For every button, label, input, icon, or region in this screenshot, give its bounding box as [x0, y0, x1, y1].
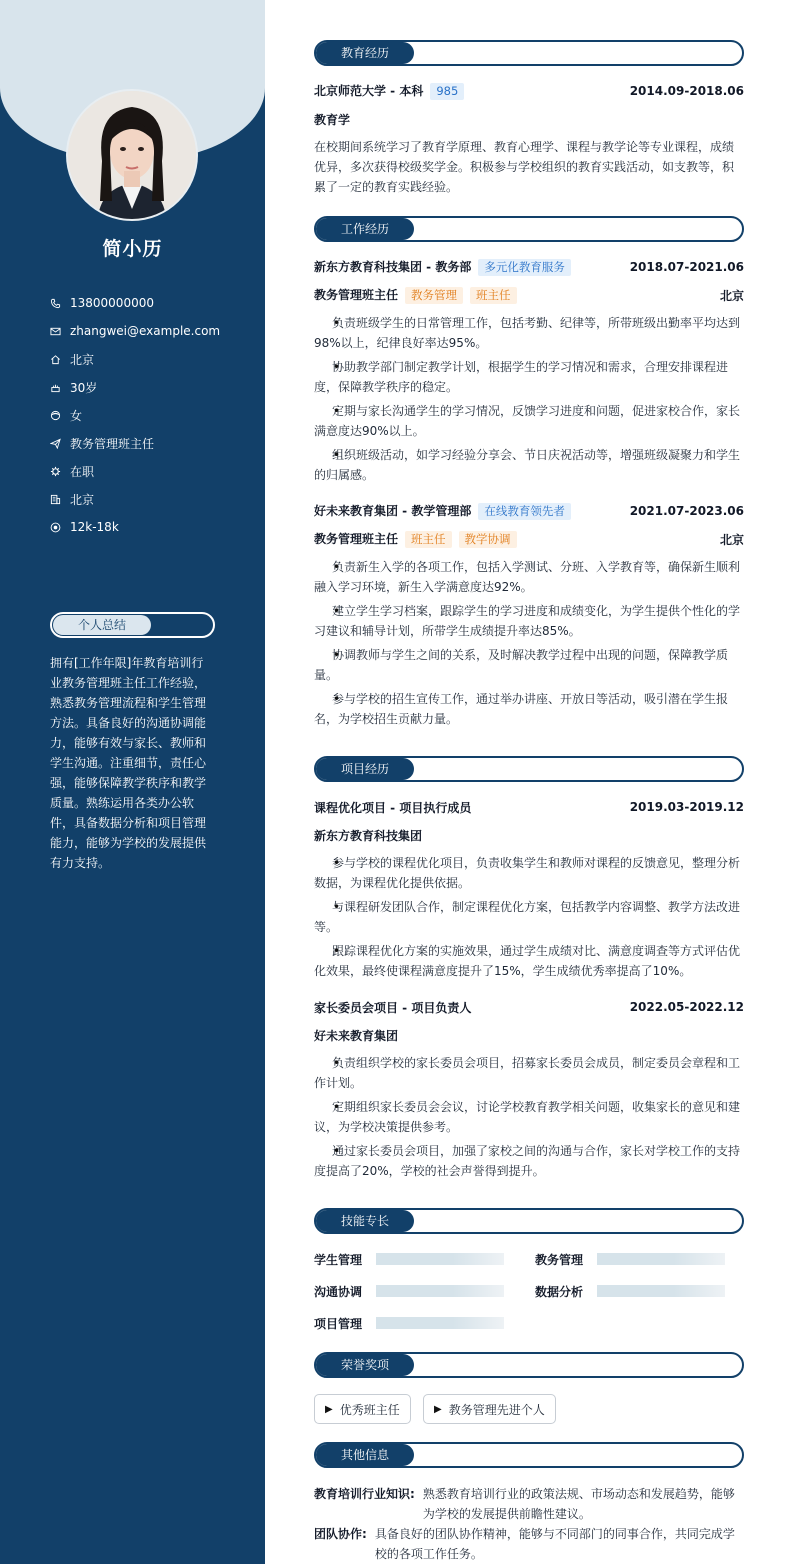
- work-date: 2018.07-2021.06: [629, 260, 744, 274]
- work-tag: 班主任: [405, 531, 452, 548]
- skill-name: 项目管理: [314, 1316, 363, 1331]
- list-item: • 协助教学部门制定教学计划，根据学生的学习情况和需求，合理安排课程进度，保障教学秩序的稳定。: [314, 357, 744, 397]
- skill-name: 教务管理: [535, 1252, 584, 1267]
- building-icon: [50, 494, 70, 505]
- skill-name: 学生管理: [314, 1252, 363, 1267]
- project-entry: [314, 797, 744, 985]
- salary-icon: [50, 522, 70, 533]
- info-location: [50, 345, 220, 373]
- summary-heading-label: 个人总结: [53, 615, 151, 635]
- education-entry: [314, 81, 744, 197]
- status-icon: [50, 466, 70, 477]
- project-entry: [314, 997, 744, 1185]
- work-date: 2021.07-2023.06: [629, 504, 744, 518]
- skill-bar: [597, 1253, 725, 1265]
- list-item: • 组织班级活动，如学习经验分享会、节日庆祝活动等，增强班级凝聚力和学生的归属感。: [314, 445, 744, 485]
- info-email-text: zhangwei@example.com: [70, 324, 221, 338]
- work-entry: [314, 501, 744, 733]
- project-org: 新东方教育科技集团: [314, 828, 423, 843]
- list-item: • 跟踪课程优化方案的实施效果，通过学生成绩对比、满意度调查等方式评估优化效果，最终使课程满意度提升了15%，学生成绩优秀率提高了10%。: [314, 941, 744, 981]
- other-value: 熟悉教育培训行业的政策法规、市场动态和发展趋势，能够为学校的发展提供前瞻性建议。: [422, 1487, 735, 1521]
- list-item: • 参与学校的课程优化项目，负责收集学生和教师对课程的反馈意见，整理分析数据，为课程优化提供依据。: [314, 853, 744, 893]
- honor-label: 优秀班主任: [339, 1402, 400, 1417]
- work-bullets: [314, 313, 744, 485]
- education-date: 2014.09-2018.06: [629, 84, 744, 98]
- list-item: • 建立学生学习档案，跟踪学生的学习进度和成绩变化，为学生提供个性化的学习建议和辅导计划，所带学生成绩提升率达85%。: [314, 601, 744, 641]
- skill-bar: [597, 1285, 725, 1297]
- list-item: • 负责新生入学的各项工作，包括入学测试、分班、入学教育等，确保新生顺利融入学习环境，新生入学满意度达92%。: [314, 557, 744, 597]
- project-org: 好未来教育集团: [314, 1028, 399, 1043]
- home-icon: [50, 354, 70, 365]
- project-bullets: [314, 1053, 744, 1181]
- projects-heading-label: 项目经历: [316, 758, 414, 780]
- info-city-text: 北京: [70, 492, 95, 507]
- work-heading-label: 工作经历: [316, 218, 414, 240]
- info-gender: [50, 401, 220, 429]
- project-name: 家长委员会项目 - 项目负责人: [314, 1000, 472, 1015]
- project-date: 2022.05-2022.12: [629, 1000, 744, 1014]
- education-heading-label: 教育经历: [316, 42, 414, 64]
- work-entry: [314, 257, 744, 489]
- work-heading: [314, 216, 744, 242]
- school-name: 北京师范大学 - 本科: [314, 84, 424, 98]
- skills-heading: [314, 1208, 744, 1234]
- play-icon: ▶: [434, 1403, 442, 1415]
- work-city: 北京: [719, 288, 744, 303]
- summary-heading: [50, 612, 215, 638]
- education-major: 教育学: [314, 112, 351, 127]
- gender-icon: [50, 410, 70, 421]
- work-position: 教务管理班主任: [314, 532, 399, 546]
- work-tag: 教务管理: [405, 287, 463, 304]
- projects-heading: [314, 756, 744, 782]
- other-item: [314, 1484, 744, 1524]
- project-bullets: [314, 853, 744, 981]
- play-icon: ▶: [325, 1403, 333, 1415]
- info-phone: [50, 289, 220, 317]
- list-item: • 参与学校的招生宣传工作，通过举办讲座、开放日等活动，吸引潜在学生报名，为学校招生贡献力量。: [314, 689, 744, 729]
- info-location-text: 北京: [70, 352, 95, 367]
- skills-heading-label: 技能专长: [316, 1210, 414, 1232]
- resume-name: 简小历: [102, 238, 163, 260]
- skill-item: [535, 1283, 725, 1299]
- sidebar: [0, 0, 265, 1564]
- project-name: 课程优化项目 - 项目执行成员: [314, 800, 472, 815]
- info-email: [50, 317, 220, 345]
- work-company-tag: 多元化教育服务: [478, 259, 571, 276]
- avatar: [68, 91, 196, 219]
- honor-badge: [314, 1394, 411, 1424]
- info-age-text: 30岁: [70, 380, 98, 395]
- send-icon: [50, 438, 70, 449]
- honors-heading-label: 荣誉奖项: [316, 1354, 414, 1376]
- info-city: [50, 485, 220, 513]
- skill-bar: [376, 1317, 504, 1329]
- work-tag: 班主任: [470, 287, 517, 304]
- work-position: 教务管理班主任: [314, 288, 399, 302]
- info-status: [50, 457, 220, 485]
- other-key: 团队协作:: [314, 1527, 367, 1541]
- education-description: 在校期间系统学习了教育学原理、教育心理学、课程与教学论等专业课程，成绩优异，多次获得校级奖学金。积极参与学校组织的教育实践活动，如支教等，积累了一定的教育实践经验。: [314, 140, 735, 194]
- info-gender-text: 女: [70, 408, 83, 423]
- info-salary-text: 12k-18k: [70, 520, 119, 534]
- skill-name: 数据分析: [535, 1284, 584, 1299]
- other-key: 教育培训行业知识:: [314, 1487, 415, 1501]
- contact-info: [50, 289, 220, 541]
- skill-item: [314, 1251, 504, 1267]
- other-item: [314, 1524, 744, 1564]
- honor-label: 教务管理先进个人: [448, 1402, 545, 1417]
- skill-bar: [376, 1253, 504, 1265]
- phone-icon: [50, 298, 70, 309]
- other-value: 具备良好的团队协作精神，能够与不同部门的同事合作，共同完成学校的各项工作任务。: [374, 1527, 735, 1561]
- info-age: [50, 373, 220, 401]
- mail-icon: [50, 326, 70, 337]
- education-heading: [314, 40, 744, 66]
- work-city: 北京: [719, 532, 744, 547]
- work-company-tag: 在线教育领先者: [478, 503, 571, 520]
- summary-text: 拥有[工作年限]年教育培训行业教务管理班主任工作经验，熟悉教务管理流程和学生管理方法。具备良好的沟通协调能力，能够有效与家长、教师和学生沟通。注重细节，责任心强，能够保障教学秩序和教学质量。熟练运用各类办公软件，具备数据分析和项目管理能力，能够为学校的发展提供有力支持。: [50, 656, 207, 870]
- list-item: • 与课程研发团队合作，制定课程优化方案，包括教学内容调整、教学方法改进等。: [314, 897, 744, 937]
- honors-heading: [314, 1352, 744, 1378]
- info-status-text: 在职: [70, 464, 95, 479]
- skill-item: [535, 1251, 725, 1267]
- other-heading-label: 其他信息: [316, 1444, 414, 1466]
- school-tag: 985: [430, 83, 464, 100]
- info-position: [50, 429, 220, 457]
- work-tag: 教学协调: [459, 531, 517, 548]
- project-date: 2019.03-2019.12: [629, 800, 744, 814]
- list-item: • 负责组织学校的家长委员会项目，招募家长委员会成员，制定委员会章程和工作计划。: [314, 1053, 744, 1093]
- skill-item: [314, 1283, 504, 1299]
- list-item: • 定期与家长沟通学生的学习情况，反馈学习进度和问题，促进家校合作，家长满意度达90%以上。: [314, 401, 744, 441]
- list-item: • 协调教师与学生之间的关系，及时解决教学过程中出现的问题，保障教学质量。: [314, 645, 744, 685]
- info-position-text: 教务管理班主任: [70, 436, 155, 451]
- skill-name: 沟通协调: [314, 1284, 363, 1299]
- work-bullets: [314, 557, 744, 729]
- work-company: 好未来教育集团 - 教学管理部: [314, 504, 472, 518]
- skill-bar: [376, 1285, 504, 1297]
- honor-badge: [423, 1394, 556, 1424]
- work-company: 新东方教育科技集团 - 教务部: [314, 260, 472, 274]
- skill-item: [314, 1315, 504, 1331]
- list-item: • 通过家长委员会项目，加强了家校之间的沟通与合作，家长对学校工作的支持度提高了20%，学校的社会声誉得到提升。: [314, 1141, 744, 1181]
- other-heading: [314, 1442, 744, 1468]
- info-salary: [50, 513, 220, 541]
- list-item: • 负责班级学生的日常管理工作，包括考勤、纪律等，所带班级出勤率平均达到98%以上，纪律良好率达95%。: [314, 313, 744, 353]
- age-icon: [50, 382, 70, 393]
- info-phone-text: 13800000000: [70, 296, 154, 310]
- list-item: • 定期组织家长委员会会议，讨论学校教育教学相关问题，收集家长的意见和建议，为学校决策提供参考。: [314, 1097, 744, 1137]
